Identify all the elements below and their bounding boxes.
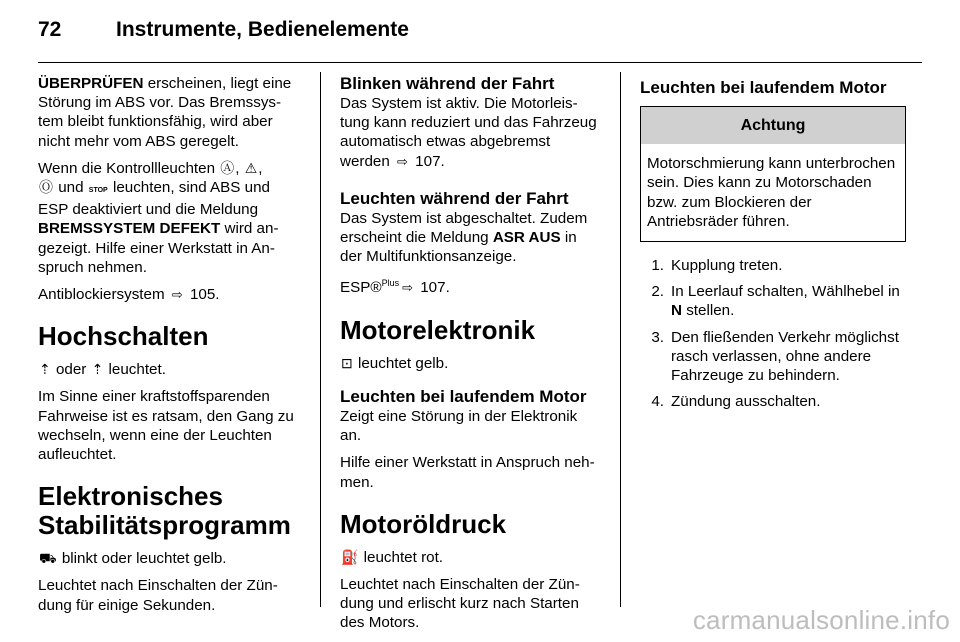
column-3: [640, 74, 906, 418]
watermark: carmanualsonline.info: [692, 605, 950, 635]
page-header: [38, 18, 922, 58]
abs-icon: Ⓐ: [220, 159, 235, 176]
upshift-alt-icon: ⇡: [91, 361, 104, 378]
esp-warning-icon: ⚠: [244, 159, 258, 176]
column-divider-2: [620, 72, 621, 607]
reference-arrow-icon: ⇨: [171, 287, 183, 303]
workshop-help-paragraph: Hilfe einer Werkstatt in Anspruch nehmen.: [340, 454, 595, 491]
section-heading-upshift: Hochschalten: [38, 321, 209, 352]
section-heading-engine-electronics: Motorelektronik: [340, 314, 536, 345]
caution-title: Achtung: [641, 107, 905, 144]
header-rule: [38, 62, 922, 63]
lit-while-driving-paragraph: Das System ist abgeschaltet. Zudem erscheint die Meldung ASR AUS in der Multifunktionsanzeige.: [340, 209, 588, 266]
esp-ignition-paragraph: Leuchtet nach Einschalten der Zündung für einige Sekunden.: [38, 577, 278, 614]
subheading-lit-while-driving: Leuchten während der Fahrt: [340, 188, 569, 208]
list-item: 2. In Leerlauf schalten, Wählhebel in N stellen.: [651, 283, 900, 320]
reference-arrow-icon: ⇨: [402, 280, 414, 296]
column-1: [38, 74, 300, 623]
asr-off-message: ASR AUS: [492, 229, 561, 247]
warning-lights-paragraph: Wenn die Kontrollleuchten Ⓐ, ⚠, Ⓞ und STOP leuchten, sind ABS und ESP deaktiviert und die Meldung BREMSSYSTEM DEFEKT wird angezeigt. Hilfe einer Werkstatt in Anspruch nehmen.: [38, 159, 279, 276]
page-title: Instrumente, Bedienelemente: [116, 18, 409, 41]
oil-can-icon: ⛽: [341, 548, 359, 565]
caution-body: Motorschmierung kann unterbrochen sein. Dies kann zu Motorschaden bzw. zum Blockieren der Antriebsräder führen.: [647, 155, 896, 230]
list-item: 1. Kupplung treten.: [651, 257, 783, 275]
brake-icon: Ⓞ: [39, 179, 53, 196]
caution-box: [640, 106, 906, 242]
upshift-advice-paragraph: Im Sinne einer kraftstoffsparenden Fahrweise ist es ratsam, den Gang zu wechseln, wenn eine der Leuchten aufleuchtet.: [38, 388, 294, 464]
check-keyword: ÜBERPRÜFEN: [38, 75, 144, 92]
engine-icon: ⊡: [341, 354, 353, 371]
column-divider-1: [320, 72, 321, 607]
upshift-icon: ⇡: [39, 361, 51, 378]
section-heading-esp: Elektronisches Stabilitätsprogramm: [38, 481, 291, 541]
reference-arrow-icon: ⇨: [397, 153, 408, 169]
esp-car-icon: ⛟: [39, 550, 57, 567]
brake-system-message: BREMSSYSTEM DEFEKT: [38, 220, 221, 238]
list-item: 4. Zündung ausschalten.: [651, 393, 821, 411]
esp-plus-reference: ESP®$^{Plus}$ ⇨ 107.: [340, 278, 450, 297]
subheading-engine-running: Leuchten bei laufendem Motor: [640, 78, 887, 97]
oil-pressure-ignition-paragraph: Leuchtet nach Einschalten der Zündung und erlischt kurz nach Starten des Motors.: [340, 575, 580, 632]
abs-reference: Antiblockiersystem ⇨ 105.: [38, 286, 220, 304]
upshift-lights-paragraph: ⇡ oder ⇡ leuchtet.: [39, 361, 166, 379]
oil-pressure-light-paragraph: ⛽ leuchtet rot.: [341, 548, 444, 566]
engine-electronics-light-paragraph: ⊡ leuchtet gelb.: [341, 354, 449, 372]
subheading-blinking: Blinken während der Fahrt: [340, 74, 555, 93]
stop-icon: STOP: [88, 187, 108, 195]
engine-running-paragraph: Zeigt eine Störung in der Elektronik an.: [340, 407, 578, 445]
esp-light-paragraph: ⛟ blinkt oder leuchtet gelb.: [39, 550, 227, 568]
section-heading-oil-pressure: Motoröldruck: [340, 508, 507, 539]
neutral-position: N: [671, 302, 682, 320]
abs-fault-paragraph: ÜBERPRÜFEN erscheinen, liegt eine Störung im ABS vor. Das Bremssystem bleibt funktionsfähig, wird aber nicht mehr vom ABS geregelt.: [38, 75, 292, 150]
page-number: 72: [38, 18, 62, 41]
blinking-paragraph: Das System ist aktiv. Die Motorleistung kann reduziert und das Fahrzeug automatisch etwas abgebremst werden ⇨ 107.: [340, 95, 597, 170]
subheading-engine-running: Leuchten bei laufendem Motor: [340, 386, 587, 406]
steps-list: [640, 256, 906, 411]
column-2: [340, 74, 602, 641]
list-item: 3. Den fließenden Verkehr möglichst rasch verlassen, ohne andere Fahrzeuge zu behindern.: [651, 328, 899, 385]
